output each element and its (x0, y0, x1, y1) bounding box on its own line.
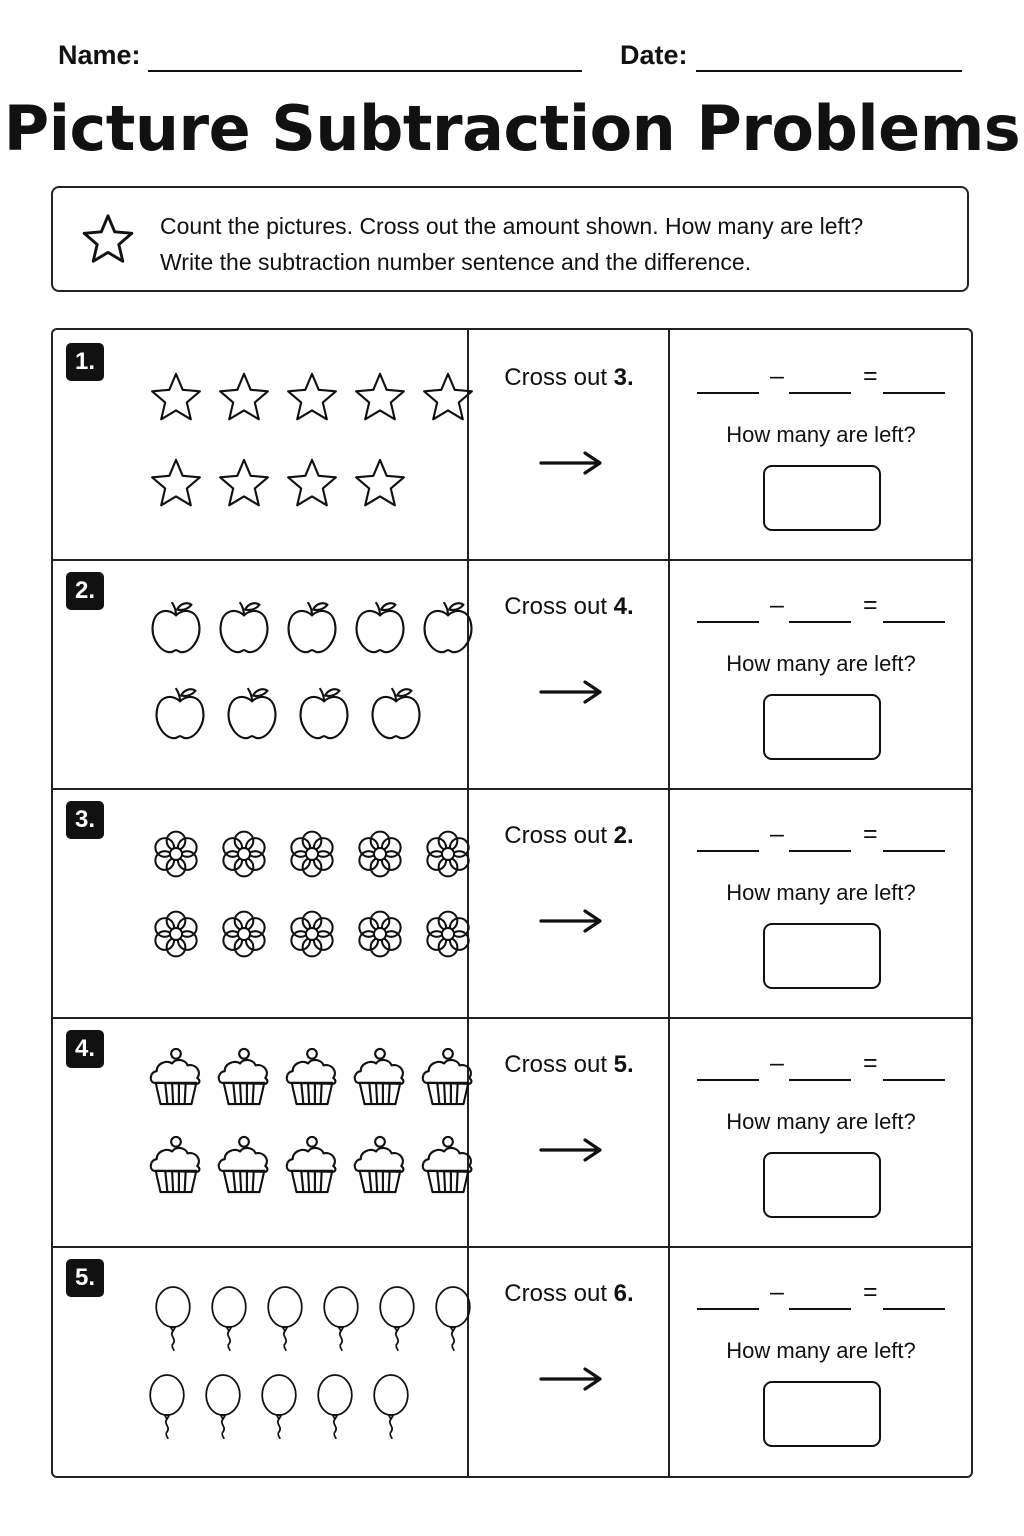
difference-blank[interactable] (883, 621, 945, 623)
balloon-icon[interactable] (149, 1278, 197, 1360)
subtrahend-blank[interactable] (789, 1079, 851, 1081)
number-sentence (697, 358, 949, 398)
problem-row (53, 330, 971, 561)
date-label: Date: (620, 40, 688, 70)
problem-number: 1. (66, 343, 104, 381)
flower-icon[interactable] (284, 906, 340, 962)
apple-icon[interactable] (351, 597, 409, 657)
difference-blank[interactable] (883, 850, 945, 852)
problem-row (53, 788, 971, 1019)
instructions-box (51, 186, 969, 292)
number-sentence (697, 816, 949, 856)
subtrahend-blank[interactable] (789, 621, 851, 623)
cross-out-instruction (469, 593, 669, 621)
name-line[interactable] (148, 70, 582, 72)
equals-sign: = (863, 591, 878, 619)
balloon-icon[interactable] (311, 1366, 359, 1448)
how-many-left-question: How many are left? (726, 1338, 916, 1363)
cupcake-icon[interactable] (283, 1045, 341, 1109)
minuend-blank[interactable] (697, 1079, 759, 1081)
arrow-right-icon (539, 679, 605, 705)
how-many-left-question: How many are left? (726, 880, 916, 905)
cross-out-instruction (469, 1051, 669, 1079)
flower-icon[interactable] (420, 826, 476, 882)
cross-out-label: Cross out (504, 364, 614, 391)
cross-out-amount: 3. (613, 364, 634, 391)
cross-out-instruction (469, 364, 669, 392)
balloon-icon[interactable] (367, 1366, 415, 1448)
star-icon[interactable] (147, 456, 205, 514)
problems-table (51, 328, 973, 1478)
equals-sign: = (863, 1049, 878, 1077)
subtrahend-blank[interactable] (789, 850, 851, 852)
cross-out-amount: 6. (613, 1280, 634, 1307)
equals-sign: = (863, 820, 878, 848)
problem-number: 5. (66, 1259, 104, 1297)
name-label: Name: (58, 40, 141, 70)
cross-out-label: Cross out (504, 593, 614, 620)
minuend-blank[interactable] (697, 392, 759, 394)
cross-out-label: Cross out (504, 1051, 614, 1078)
answer-box[interactable] (763, 694, 881, 760)
how-many-left-question: How many are left? (726, 422, 916, 447)
instructions-line-1: Count the pictures. Cross out the amount shown. How many are left? (160, 213, 864, 239)
balloon-icon[interactable] (143, 1366, 191, 1448)
how-many-left-question: How many are left? (726, 651, 916, 676)
page-title: Picture Subtraction Problems (3, 92, 1021, 165)
apple-icon[interactable] (295, 683, 353, 743)
balloon-icon[interactable] (205, 1278, 253, 1360)
minus-sign: – (770, 362, 784, 390)
difference-blank[interactable] (883, 392, 945, 394)
arrow-right-icon (539, 1137, 605, 1163)
problem-row (53, 1246, 971, 1475)
cross-out-amount: 4. (613, 593, 634, 620)
arrow-right-icon (539, 908, 605, 934)
subtrahend-blank[interactable] (789, 392, 851, 394)
minuend-blank[interactable] (697, 621, 759, 623)
star-icon[interactable] (351, 456, 409, 514)
answer-box[interactable] (763, 1381, 881, 1447)
flower-icon[interactable] (352, 906, 408, 962)
apple-icon[interactable] (215, 597, 273, 657)
cross-out-amount: 2. (613, 822, 634, 849)
star-icon[interactable] (215, 456, 273, 514)
cupcake-icon[interactable] (147, 1045, 205, 1109)
answer-box[interactable] (763, 465, 881, 531)
problem-number: 3. (66, 801, 104, 839)
star-icon (79, 212, 137, 270)
balloon-icon[interactable] (255, 1366, 303, 1448)
flower-icon[interactable] (148, 826, 204, 882)
problem-number: 2. (66, 572, 104, 610)
cupcake-icon[interactable] (351, 1133, 409, 1197)
balloon-icon[interactable] (373, 1278, 421, 1360)
problem-number: 4. (66, 1030, 104, 1068)
flower-icon[interactable] (352, 826, 408, 882)
cross-out-label: Cross out (504, 822, 614, 849)
cross-out-label: Cross out (504, 1280, 614, 1307)
star-icon[interactable] (351, 370, 409, 428)
star-icon[interactable] (283, 370, 341, 428)
arrow-right-icon (539, 1366, 605, 1392)
equals-sign: = (863, 362, 878, 390)
apple-icon[interactable] (151, 683, 209, 743)
minus-sign: – (770, 591, 784, 619)
minuend-blank[interactable] (697, 1308, 759, 1310)
arrow-right-icon (539, 450, 605, 476)
answer-box[interactable] (763, 1152, 881, 1218)
problem-row (53, 559, 971, 790)
star-icon[interactable] (147, 370, 205, 428)
cupcake-icon[interactable] (283, 1133, 341, 1197)
cupcake-icon[interactable] (215, 1045, 273, 1109)
instructions-line-2: Write the subtraction number sentence and the difference. (160, 249, 752, 275)
flower-icon[interactable] (284, 826, 340, 882)
minuend-blank[interactable] (697, 850, 759, 852)
cupcake-icon[interactable] (147, 1133, 205, 1197)
number-sentence (697, 587, 949, 627)
cross-out-instruction (469, 822, 669, 850)
difference-blank[interactable] (883, 1079, 945, 1081)
cupcake-icon[interactable] (419, 1133, 477, 1197)
minus-sign: – (770, 1278, 784, 1306)
balloon-icon[interactable] (199, 1366, 247, 1448)
star-icon[interactable] (283, 456, 341, 514)
balloon-icon[interactable] (261, 1278, 309, 1360)
star-icon[interactable] (215, 370, 273, 428)
flower-icon[interactable] (148, 906, 204, 962)
subtrahend-blank[interactable] (789, 1308, 851, 1310)
difference-blank[interactable] (883, 1308, 945, 1310)
flower-icon[interactable] (216, 906, 272, 962)
balloon-icon[interactable] (317, 1278, 365, 1360)
flower-icon[interactable] (420, 906, 476, 962)
cupcake-icon[interactable] (215, 1133, 273, 1197)
problem-row (53, 1017, 971, 1248)
answer-box[interactable] (763, 923, 881, 989)
minus-sign: – (770, 1049, 784, 1077)
cross-out-instruction (469, 1280, 669, 1308)
cupcake-icon[interactable] (351, 1045, 409, 1109)
flower-icon[interactable] (216, 826, 272, 882)
apple-icon[interactable] (223, 683, 281, 743)
apple-icon[interactable] (147, 597, 205, 657)
date-line[interactable] (696, 70, 962, 72)
number-sentence (697, 1274, 949, 1314)
cross-out-amount: 5. (613, 1051, 634, 1078)
apple-icon[interactable] (367, 683, 425, 743)
minus-sign: – (770, 820, 784, 848)
how-many-left-question: How many are left? (726, 1109, 916, 1134)
equals-sign: = (863, 1278, 878, 1306)
apple-icon[interactable] (283, 597, 341, 657)
number-sentence (697, 1045, 949, 1085)
